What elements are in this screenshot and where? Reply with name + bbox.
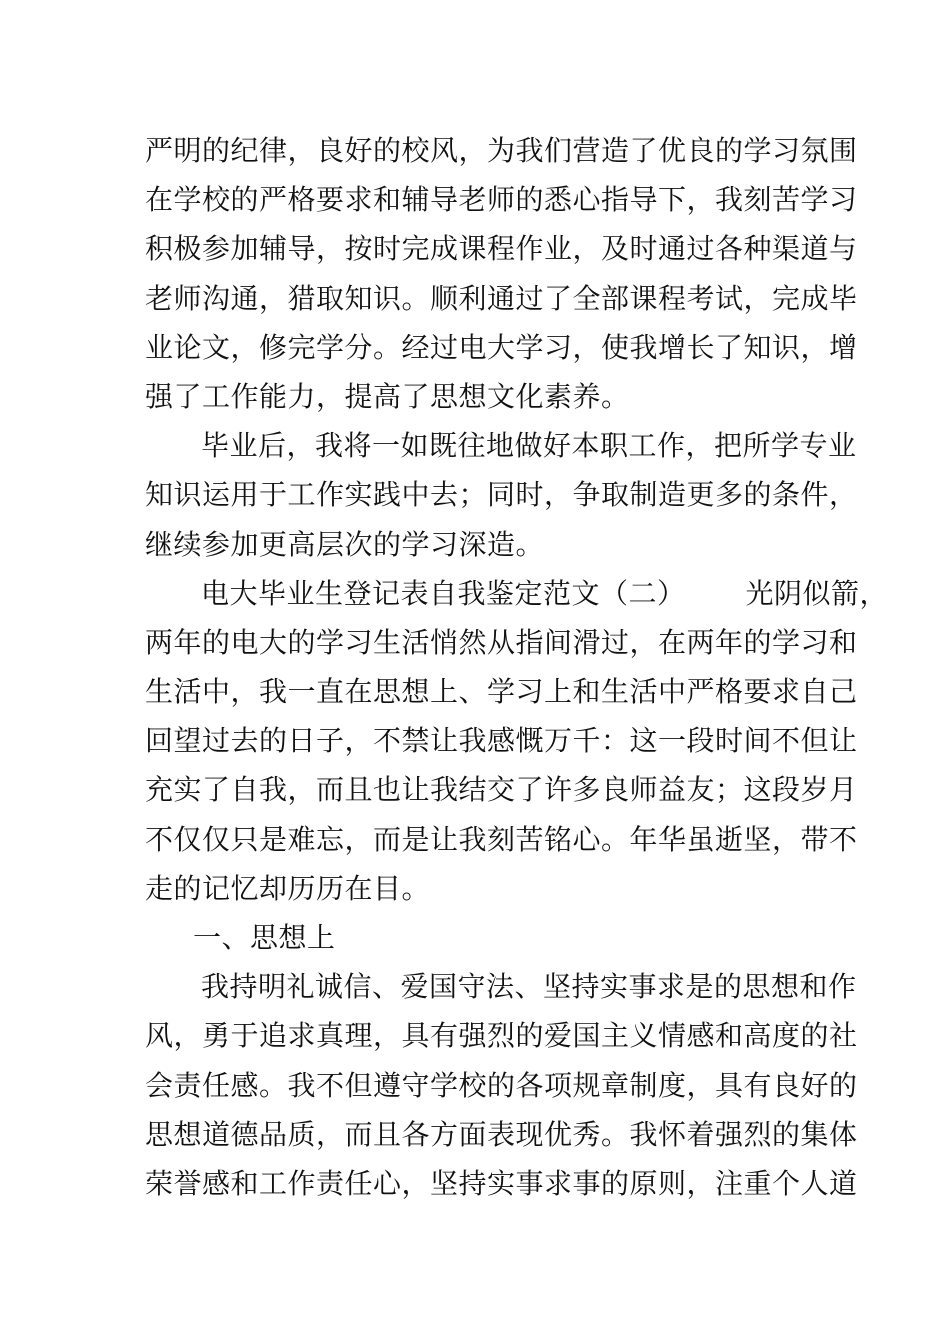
text-line: 两年的电大的学习生活悄然从指间滑过，在两年的学习和 [145, 625, 858, 659]
text-line: 业论文，修完学分。经过电大学习，使我增长了知识，增 [145, 330, 858, 364]
section-heading-line [145, 569, 889, 618]
text-line: 回望过去的日子，不禁让我感慨万千：这一段时间不但让 [145, 724, 858, 758]
text-line: 我持明礼诚信、爱国守法、坚持实事求是的思想和作 [201, 970, 857, 1004]
text-line: 在学校的严格要求和辅导老师的悉心指导下，我刻苦学习 [145, 183, 858, 217]
text-line: 充实了自我，而且也让我结交了许多良师益友；这段岁月 [145, 773, 858, 807]
text-line: 会责任感。我不但遵守学校的各项规章制度，具有良好的 [145, 1068, 858, 1102]
text-line: 强了工作能力，提高了思想文化素养。 [145, 379, 630, 413]
text-line: 思想道德品质，而且各方面表现优秀。我怀着强烈的集体 [145, 1117, 858, 1151]
text-fragment: 光阴似箭， [745, 576, 889, 610]
text-line: 荣誉感和工作责任心，坚持实事求事的原则，注重个人道 [145, 1166, 858, 1200]
text-line: 毕业后，我将一如既往地做好本职工作，把所学专业 [201, 429, 857, 463]
text-line: 知识运用于工作实践中去；同时，争取制造更多的条件， [145, 478, 858, 512]
section-title: 电大毕业生登记表自我鉴定范文（二） [201, 576, 686, 610]
text-line: 走的记忆却历历在目。 [145, 871, 431, 905]
body-text [145, 126, 889, 1208]
text-line: 生活中，我一直在思想上、学习上和生活中严格要求自己 [145, 675, 858, 709]
text-line: 积极参加辅导，按时完成课程作业，及时通过各种渠道与 [145, 232, 858, 266]
text-line: 老师沟通，猎取知识。顺利通过了全部课程考试，完成毕 [145, 281, 858, 315]
subheading: 一、思想上 [193, 921, 336, 954]
text-line: 不仅仅只是难忘，而是让我刻苦铭心。年华虽逝坚，带不 [145, 822, 858, 856]
text-line: 继续参加更高层次的学习深造。 [145, 527, 545, 561]
text-line: 严明的纪律，良好的校风，为我们营造了优良的学习氛围 [145, 134, 858, 167]
text-line: 风，勇于追求真理，具有强烈的爱国主义情感和高度的社 [145, 1019, 858, 1053]
